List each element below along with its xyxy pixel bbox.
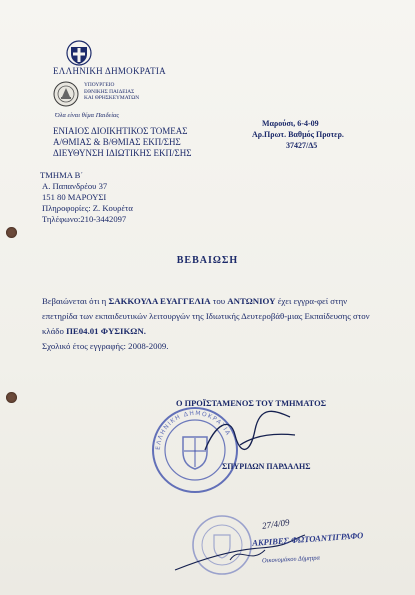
department-line: ΕΝΙΑΙΟΣ ΔΙΟΙΚΗΤΙΚΟΣ ΤΟΜΕΑΣ <box>53 126 188 136</box>
punch-hole <box>6 227 17 238</box>
specialty: ΠΕ04.01 ΦΥΣΙΚΩΝ. <box>66 326 146 336</box>
ministry-motto: Όλα είναι θέμα Παιδείας <box>55 112 120 119</box>
document-title: ΒΕΒΑΙΩΣΗ <box>176 255 239 266</box>
place-date: Μαρούσι, 6-4-09 <box>262 119 319 128</box>
country-heading: ΕΛΛΗΝΙΚΗ ΔΗΜΟΚΡΑΤΙΑ <box>53 66 166 76</box>
department-block <box>53 126 191 159</box>
phone-number: Τηλέφωνο:210-3442097 <box>42 214 127 224</box>
department-line: Α/ΘΜΙΑΣ & Β/ΘΜΙΑΣ ΕΚΠ/ΣΗΣ <box>53 137 181 147</box>
official-seal-icon <box>150 405 240 495</box>
ministry-name <box>84 82 139 102</box>
street-address: Α. Παπανδρέου 37 <box>42 181 108 191</box>
postal-address: 151 80 ΜΑΡΟΥΣΙ <box>42 192 107 202</box>
ministry-line: ΥΠΟΥΡΓΕΙΟ <box>84 82 115 88</box>
seal-text: ΕΛΛΗΝΙΚΗ ΔΗΜΟΚΡΑΤΙΑ <box>154 409 232 451</box>
protocol-label: Αρ.Πρωτ. Βαθμός Προτερ. <box>252 130 344 139</box>
info-contact: Πληροφορίες: Ζ. Κουρέτα <box>42 203 133 213</box>
body-prefix: Βεβαιώνεται ότι η <box>42 296 109 306</box>
reference-block <box>252 118 344 151</box>
section-label: ΤΜΗΜΑ Β΄ <box>40 170 84 180</box>
ministry-line: ΚΑΙ ΘΡΗΣΚΕΥΜΑΤΩΝ <box>84 95 140 101</box>
signatory-title: Ο ΠΡΟΪΣΤΑΜΕΝΟΣ ΤΟΥ ΤΜΗΜΑΤΟΣ <box>176 399 327 408</box>
department-line: ΔΙΕΥΘΥΝΣΗ ΙΔΙΩΤΙΚΗΣ ΕΚΠ/ΣΗΣ <box>53 148 192 158</box>
certifier-name: Οικονομάκου Δήμητρα <box>261 554 321 565</box>
school-year: Σχολικό έτος εγγραφής: 2008-2009. <box>42 341 169 351</box>
certificate-body <box>42 294 382 354</box>
ministry-logo-icon <box>53 81 79 107</box>
ministry-line: ΕΘΝΙΚΗΣ ΠΑΙΔΕΙΑΣ <box>84 88 135 95</box>
person-name: ΣΑΚΚΟΥΛΑ ΕΥΑΓΓΕΛΙΑ <box>108 296 211 306</box>
protocol-number: 37427/Δ5 <box>286 141 318 150</box>
body-father-prefix: του <box>210 296 228 306</box>
body-middle: έχει εγγρα-φεί στην επετηρίδα των εκπαιδευτικών λειτουργών της Ιδιωτικής Δευτεροβάθ-μιας Εκπαίδευσης στον κλάδο <box>42 296 370 336</box>
punch-hole <box>6 392 17 403</box>
certified-copy-stamp: ΑΚΡΙΒΕΣ ΦΩΤΟΑΝΤΙΓΡΑΦΟ <box>251 530 364 548</box>
certification-seal-icon <box>190 513 254 577</box>
signatory-name: ΣΠΥΡΙΔΩΝ ΠΑΡΔΑΛΗΣ <box>222 462 311 471</box>
stamp-date: 27/4/09 <box>261 517 291 531</box>
contact-block <box>42 170 133 225</box>
greek-emblem-icon <box>66 40 92 66</box>
father-name: ΑΝΤΩΝΙΟΥ <box>227 296 276 306</box>
